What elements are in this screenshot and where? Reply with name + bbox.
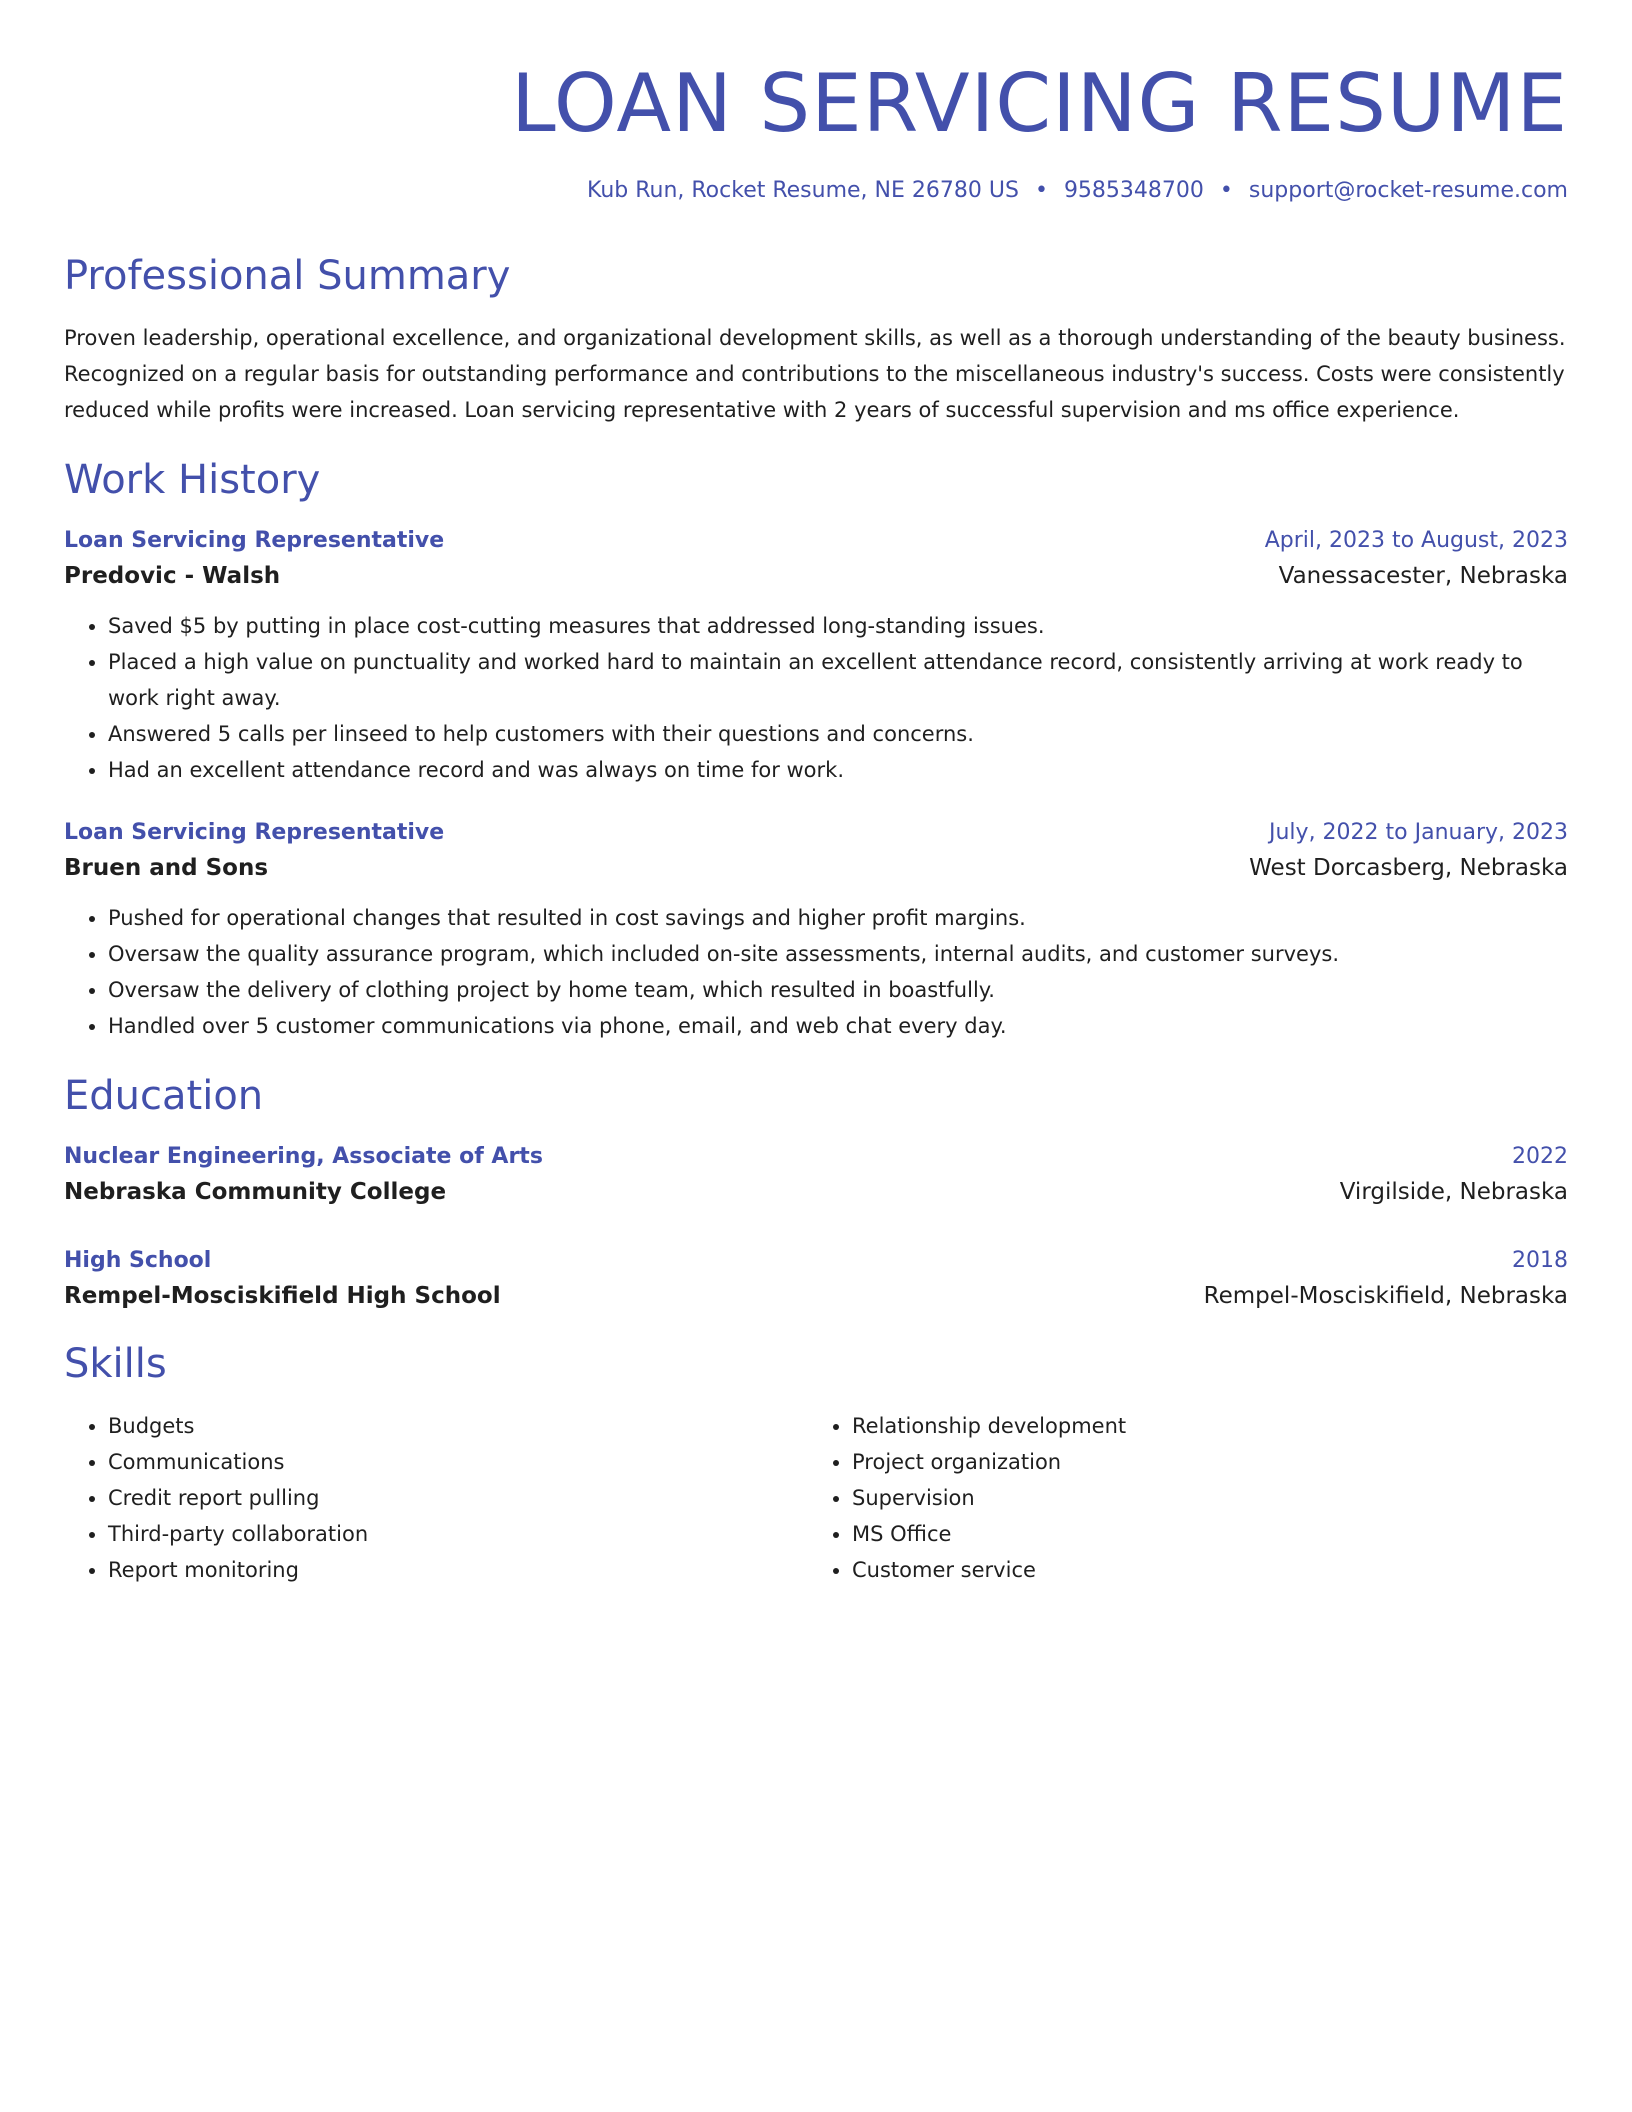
education-location: Virgilside, Nebraska: [1339, 1179, 1568, 1205]
skills-list-right: [808, 1408, 1552, 1588]
list-item: • Placed a high value on punctuality and worked hard to maintain an excellent attendance record, consistently arriving at work ready to work right away.: [108, 644, 1568, 716]
education-entry: [64, 1246, 1568, 1312]
list-item: • Handled over 5 customer communications via phone, email, and web chat every day.: [108, 1008, 1568, 1044]
list-item: • Supervision: [852, 1480, 1552, 1516]
job-bullets: [64, 900, 1568, 1044]
job-title: Loan Servicing Representative: [64, 528, 445, 553]
summary-text: Proven leadership, operational excellence, and organizational development skills, as well as a thorough understanding of the beauty business. Recognized on a regular basis for outstanding performance and contributions to the miscellaneous industry's success. Costs were consistently reduced while profits were increased. Loan servicing representative with 2 years of successful supervision and ms office experience.: [64, 326, 1566, 422]
list-item: • Budgets: [108, 1408, 808, 1444]
skills-heading: Skills: [64, 1341, 167, 1387]
education-year: 2022: [1512, 1144, 1568, 1169]
list-item: • Report monitoring: [108, 1552, 808, 1588]
list-item: • Pushed for operational changes that resulted in cost savings and higher profit margins.: [108, 900, 1568, 936]
job-location: West Dorcasberg, Nebraska: [1249, 855, 1568, 881]
job-entry: [64, 818, 1568, 1044]
list-item: • Relationship development: [852, 1408, 1552, 1444]
education-year: 2018: [1512, 1248, 1568, 1273]
job-company: Predovic - Walsh: [64, 563, 281, 589]
list-item: • Had an excellent attendance record and was always on time for work.: [108, 752, 1568, 788]
list-item: • Oversaw the delivery of clothing project by home team, which resulted in boastfully.: [108, 972, 1568, 1008]
work-history-heading: Work History: [64, 457, 321, 503]
list-item: • Project organization: [852, 1444, 1552, 1480]
list-item: • MS Office: [852, 1516, 1552, 1552]
resume-title: LOAN SERVICING RESUME: [511, 57, 1568, 150]
summary-heading: Professional Summary: [64, 253, 511, 299]
job-bullets: [64, 608, 1568, 788]
contact-separator: •: [1034, 178, 1048, 203]
skills-list-left: [64, 1408, 808, 1588]
contact-line: [64, 176, 1568, 206]
contact-separator: •: [1219, 178, 1233, 203]
skills-section: [64, 1340, 1568, 1588]
list-item: • Communications: [108, 1444, 808, 1480]
contact-phone: 9585348700: [1063, 178, 1204, 203]
job-dates: July, 2022 to January, 2023: [1269, 820, 1568, 845]
education-section: [64, 1072, 1568, 1312]
list-item: • Customer service: [852, 1552, 1552, 1588]
job-entry: [64, 526, 1568, 788]
job-title: Loan Servicing Representative: [64, 820, 445, 845]
list-item: • Oversaw the quality assurance program, which included on-site assessments, internal audits, and customer surveys.: [108, 936, 1568, 972]
education-degree: Nuclear Engineering, Associate of Arts: [64, 1144, 543, 1169]
summary-section: [64, 252, 1568, 428]
education-school: Rempel-Mosciskifield High School: [64, 1283, 501, 1309]
education-heading: Education: [64, 1073, 264, 1119]
job-location: Vanessacester, Nebraska: [1278, 563, 1568, 589]
skills-columns: [64, 1408, 1568, 1588]
education-school: Nebraska Community College: [64, 1179, 447, 1205]
education-entry: [64, 1142, 1568, 1208]
list-item: • Third-party collaboration: [108, 1516, 808, 1552]
list-item: • Credit report pulling: [108, 1480, 808, 1516]
education-degree: High School: [64, 1248, 212, 1273]
contact-email: support@rocket-resume.com: [1248, 178, 1568, 203]
contact-address: Kub Run, Rocket Resume, NE 26780 US: [586, 178, 1019, 203]
list-item: • Saved $5 by putting in place cost-cutting measures that addressed long-standing issues.: [108, 608, 1568, 644]
resume-page: [64, 0, 1568, 1588]
work-history-section: [64, 456, 1568, 1044]
education-location: Rempel-Mosciskifield, Nebraska: [1203, 1283, 1568, 1309]
list-item: • Answered 5 calls per linseed to help customers with their questions and concerns.: [108, 716, 1568, 752]
job-dates: April, 2023 to August, 2023: [1264, 528, 1568, 553]
job-company: Bruen and Sons: [64, 855, 269, 881]
